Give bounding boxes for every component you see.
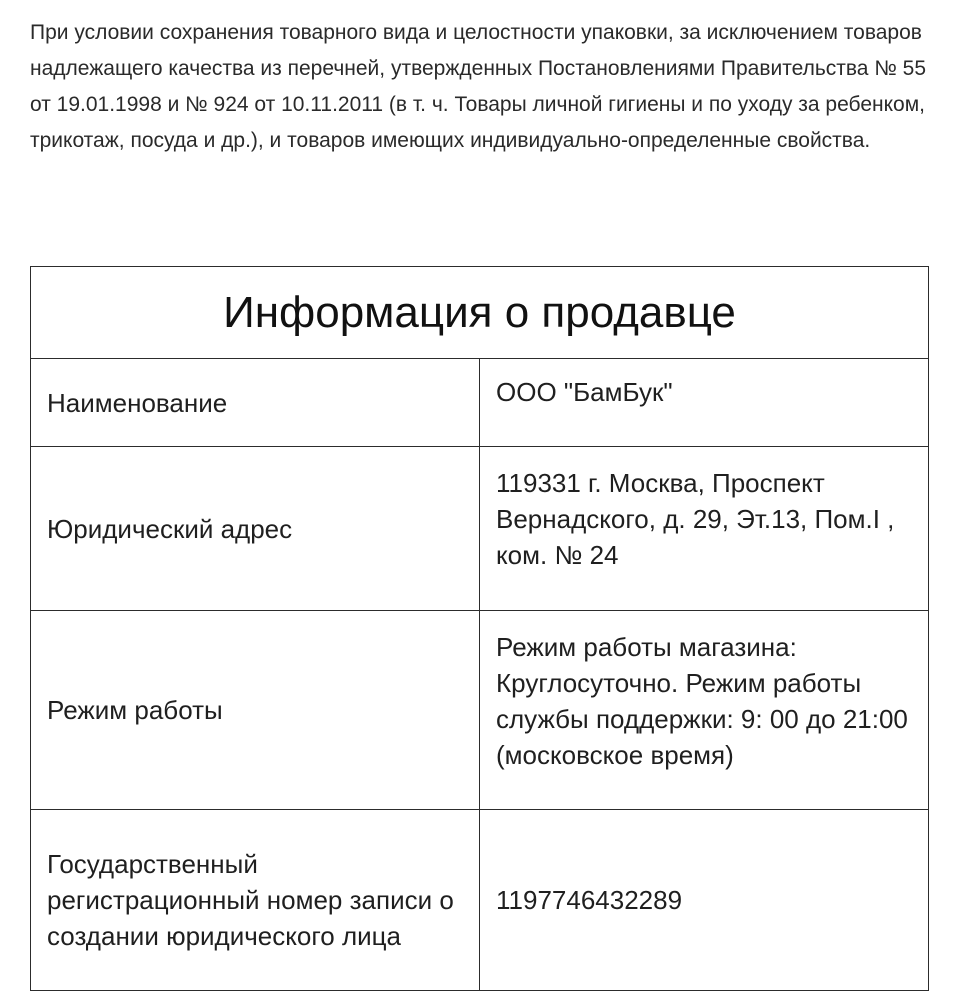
row-label-hours: Режим работы	[31, 611, 480, 810]
table-row	[31, 359, 929, 447]
table-row	[31, 447, 929, 611]
table-title: Информация о продавце	[31, 267, 929, 359]
table-row	[31, 611, 929, 810]
row-label-ogrn: Государственный регистрационный номер записи о создании юридического лица	[31, 810, 480, 991]
row-value-name: ООО "БамБук"	[480, 359, 929, 447]
seller-info-table	[30, 266, 929, 991]
table-row	[31, 810, 929, 991]
row-value-hours: Режим работы магазина: Круглосуточно. Режим работы службы поддержки: 9: 00 до 21:00 (московское время)	[480, 611, 929, 810]
return-conditions-text: При условии сохранения товарного вида и целостности упаковки, за исключением товаров надлежащего качества из перечней, утвержденных Постановлениями Правительства № 55 от 19.01.1998 и № 924 от 10.11.2011 (в т. ч. Товары личной гигиены и по уходу за ребенком, трикотаж, посуда и др.), и товаров имеющих индивидуально-определенные свойства.	[30, 21, 927, 152]
row-label-address: Юридический адрес	[31, 447, 480, 611]
row-label-name: Наименование	[31, 359, 480, 447]
row-value-address: 119331 г. Москва, Проспект Вернадского, д. 29, Эт.13, Пом.I , ком. № 24	[480, 447, 929, 611]
table-title-row	[31, 267, 929, 359]
row-value-ogrn: 1197746432289	[480, 810, 929, 991]
